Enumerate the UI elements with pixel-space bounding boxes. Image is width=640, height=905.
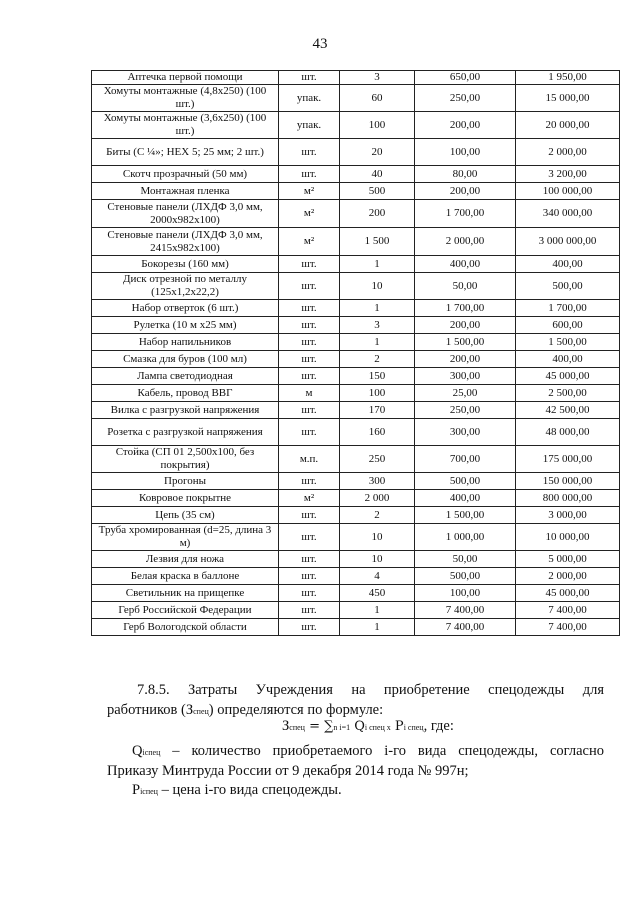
definition-q-line-2: Приказу Минтруда России от 9 декабря 2014 года № 997н;	[107, 763, 469, 779]
formula-end: , где:	[423, 718, 454, 734]
cell-quantity: 100	[340, 385, 415, 402]
table-row	[92, 351, 620, 368]
formula-limits: n i=1	[333, 723, 351, 732]
cell-unit: шт.	[279, 139, 340, 166]
cell-quantity: 10	[340, 551, 415, 568]
cell-unit: м²	[279, 200, 340, 228]
cell-price: 50,00	[415, 273, 516, 300]
p-symbol-sub: iспец	[140, 787, 158, 796]
cell-quantity: 20	[340, 139, 415, 166]
cell-total: 5 000,00	[516, 551, 620, 568]
table-row	[92, 166, 620, 183]
cell-quantity: 200	[340, 200, 415, 228]
cell-unit: шт.	[279, 507, 340, 524]
table-row	[92, 385, 620, 402]
cell-price: 1 000,00	[415, 524, 516, 551]
cell-price: 650,00	[415, 71, 516, 85]
cell-item-name: Рулетка (10 м х25 мм)	[92, 317, 279, 334]
cell-item-name: Набор напильников	[92, 334, 279, 351]
cell-total: 7 400,00	[516, 602, 620, 619]
cell-price: 700,00	[415, 446, 516, 473]
table-row	[92, 619, 620, 636]
cell-unit: шт.	[279, 551, 340, 568]
cell-price: 7 400,00	[415, 602, 516, 619]
cell-total: 500,00	[516, 273, 620, 300]
cell-price: 7 400,00	[415, 619, 516, 636]
cell-quantity: 3	[340, 317, 415, 334]
table-row	[92, 300, 620, 317]
cell-price: 1 700,00	[415, 200, 516, 228]
cell-quantity: 1	[340, 300, 415, 317]
formula-lhs-sub: спец	[289, 723, 305, 732]
cell-unit: шт.	[279, 273, 340, 300]
table-row	[92, 183, 620, 200]
cell-price: 200,00	[415, 317, 516, 334]
p-symbol: P	[132, 782, 141, 798]
cell-item-name: Вилка с разгрузкой напряжения	[92, 402, 279, 419]
table-row	[92, 85, 620, 112]
definition-q-line-1	[132, 741, 604, 763]
cell-price: 50,00	[415, 551, 516, 568]
cell-quantity: 1 500	[340, 228, 415, 256]
cell-total: 2 500,00	[516, 385, 620, 402]
cell-item-name: Лезвия для ножа	[92, 551, 279, 568]
formula	[282, 718, 454, 735]
cell-price: 200,00	[415, 112, 516, 139]
formula-lhs: З	[282, 718, 290, 734]
table-row	[92, 602, 620, 619]
cell-quantity: 150	[340, 368, 415, 385]
cell-total: 3 200,00	[516, 166, 620, 183]
cell-total: 2 000,00	[516, 568, 620, 585]
cell-item-name: Кабель, провод ВВГ	[92, 385, 279, 402]
cell-unit: шт.	[279, 351, 340, 368]
table-row	[92, 273, 620, 300]
cell-item-name: Белая краска в баллоне	[92, 568, 279, 585]
cell-unit: м²	[279, 228, 340, 256]
table-row	[92, 446, 620, 473]
cell-total: 3 000,00	[516, 507, 620, 524]
cell-price: 200,00	[415, 183, 516, 200]
cell-total: 400,00	[516, 256, 620, 273]
table-row	[92, 71, 620, 85]
cell-quantity: 4	[340, 568, 415, 585]
cell-total: 100 000,00	[516, 183, 620, 200]
paragraph-7-8-5	[107, 680, 604, 722]
cell-item-name: Биты (С ¼»; HEX 5; 25 мм; 2 шт.)	[92, 139, 279, 166]
table-row	[92, 317, 620, 334]
table-row	[92, 568, 620, 585]
cell-unit: шт.	[279, 524, 340, 551]
cell-item-name: Труба хромированная (d=25, длина 3 м)	[92, 524, 279, 551]
cell-total: 45 000,00	[516, 368, 620, 385]
table-row	[92, 334, 620, 351]
table-row	[92, 473, 620, 490]
cell-total: 42 500,00	[516, 402, 620, 419]
cell-item-name: Стойка (СП 01 2,500х100, без покрытия)	[92, 446, 279, 473]
cell-unit: шт.	[279, 317, 340, 334]
cell-unit: м²	[279, 490, 340, 507]
cell-unit: м²	[279, 183, 340, 200]
cell-item-name: Бокорезы (160 мм)	[92, 256, 279, 273]
cell-unit: упак.	[279, 85, 340, 112]
table-row	[92, 368, 620, 385]
cell-price: 1 500,00	[415, 334, 516, 351]
cell-total: 1 700,00	[516, 300, 620, 317]
cell-quantity: 2 000	[340, 490, 415, 507]
cell-total: 10 000,00	[516, 524, 620, 551]
cell-unit: шт.	[279, 602, 340, 619]
formula-p-sub: i спец	[403, 723, 424, 732]
p-definition-text: – цена i-го вида спецодежды.	[157, 782, 342, 798]
cell-item-name: Лампа светодиодная	[92, 368, 279, 385]
cell-item-name: Хомуты монтажные (4,8х250) (100 шт.)	[92, 85, 279, 112]
table-row	[92, 256, 620, 273]
paragraph-7-8-5-line-1: 7.8.5. Затраты Учреждения на приобретение спецодежды для	[137, 682, 604, 698]
cell-item-name: Скотч прозрачный (50 мм)	[92, 166, 279, 183]
cell-total: 48 000,00	[516, 419, 620, 446]
table-row	[92, 490, 620, 507]
cell-price: 80,00	[415, 166, 516, 183]
formula-q: Q	[350, 719, 365, 734]
cell-quantity: 10	[340, 273, 415, 300]
table-row	[92, 112, 620, 139]
cell-total: 1 950,00	[516, 71, 620, 85]
cell-unit: шт.	[279, 619, 340, 636]
definition-p	[132, 780, 604, 802]
cell-quantity: 3	[340, 71, 415, 85]
cell-quantity: 2	[340, 507, 415, 524]
table-row	[92, 139, 620, 166]
cell-item-name: Прогоны	[92, 473, 279, 490]
cell-item-name: Ковровое покрытне	[92, 490, 279, 507]
table-row	[92, 419, 620, 446]
cell-total: 400,00	[516, 351, 620, 368]
cell-unit: шт.	[279, 334, 340, 351]
cell-quantity: 100	[340, 112, 415, 139]
table-row	[92, 507, 620, 524]
cell-quantity: 450	[340, 585, 415, 602]
cell-item-name: Герб Вологодской области	[92, 619, 279, 636]
table-row	[92, 585, 620, 602]
cell-unit: шт.	[279, 300, 340, 317]
cell-total: 1 500,00	[516, 334, 620, 351]
cell-price: 500,00	[415, 473, 516, 490]
cell-unit: шт.	[279, 256, 340, 273]
items-table-body	[92, 71, 620, 636]
cell-quantity: 2	[340, 351, 415, 368]
cell-quantity: 60	[340, 85, 415, 112]
table-row	[92, 200, 620, 228]
cell-unit: шт.	[279, 585, 340, 602]
cell-price: 100,00	[415, 139, 516, 166]
page-number: 43	[312, 36, 328, 52]
definition-q	[132, 741, 604, 763]
p1-subscript: спец	[193, 707, 209, 716]
cell-item-name: Розетка с разгрузкой напряжения	[92, 419, 279, 446]
cell-unit: шт.	[279, 402, 340, 419]
formula-p: P	[390, 719, 404, 734]
table-row	[92, 228, 620, 256]
cell-unit: шт.	[279, 419, 340, 446]
formula-q-sub: i спец х	[364, 723, 391, 732]
cell-price: 300,00	[415, 368, 516, 385]
cell-price: 1 700,00	[415, 300, 516, 317]
formula-sum: = ∑	[304, 719, 334, 734]
cell-total: 800 000,00	[516, 490, 620, 507]
cell-total: 150 000,00	[516, 473, 620, 490]
p1-text-a: работников (З	[107, 702, 194, 718]
cell-price: 500,00	[415, 568, 516, 585]
cell-quantity: 1	[340, 334, 415, 351]
cell-item-name: Диск отрезной по металлу (125х1,2х22,2)	[92, 273, 279, 300]
cell-quantity: 170	[340, 402, 415, 419]
cell-unit: шт.	[279, 71, 340, 85]
cell-total: 45 000,00	[516, 585, 620, 602]
cell-unit: шт.	[279, 473, 340, 490]
p1-text-b: ) определяются по формуле:	[208, 702, 384, 718]
cell-quantity: 40	[340, 166, 415, 183]
cell-unit: шт.	[279, 166, 340, 183]
cell-price: 250,00	[415, 402, 516, 419]
cell-unit: упак.	[279, 112, 340, 139]
cell-item-name: Хомуты монтажные (3,6х250) (100 шт.)	[92, 112, 279, 139]
cell-item-name: Монтажная пленка	[92, 183, 279, 200]
cell-total: 7 400,00	[516, 619, 620, 636]
cell-quantity: 10	[340, 524, 415, 551]
cell-price: 2 000,00	[415, 228, 516, 256]
table-row	[92, 551, 620, 568]
cell-price: 1 500,00	[415, 507, 516, 524]
cell-price: 25,00	[415, 385, 516, 402]
cell-total: 15 000,00	[516, 85, 620, 112]
cell-unit: шт.	[279, 368, 340, 385]
cell-item-name: Цепь (35 см)	[92, 507, 279, 524]
cell-item-name: Набор отверток (6 шт.)	[92, 300, 279, 317]
cell-total: 340 000,00	[516, 200, 620, 228]
cell-item-name: Стеновые панели (ЛХДФ 3,0 мм, 2000х982х100)	[92, 200, 279, 228]
cell-quantity: 300	[340, 473, 415, 490]
cell-item-name: Аптечка первой помощи	[92, 71, 279, 85]
cell-total: 3 000 000,00	[516, 228, 620, 256]
cell-price: 100,00	[415, 585, 516, 602]
cell-total: 600,00	[516, 317, 620, 334]
cell-quantity: 1	[340, 602, 415, 619]
q-symbol: Q	[132, 743, 143, 759]
items-table	[91, 70, 620, 636]
cell-unit: м	[279, 385, 340, 402]
cell-price: 200,00	[415, 351, 516, 368]
cell-total: 2 000,00	[516, 139, 620, 166]
cell-quantity: 500	[340, 183, 415, 200]
table-row	[92, 402, 620, 419]
cell-quantity: 1	[340, 256, 415, 273]
cell-price: 250,00	[415, 85, 516, 112]
table-row	[92, 524, 620, 551]
q-definition-text: – количество приобретаемого i-го вида спецодежды, согласно	[160, 743, 604, 759]
cell-unit: шт.	[279, 568, 340, 585]
cell-total: 175 000,00	[516, 446, 620, 473]
cell-price: 400,00	[415, 256, 516, 273]
cell-item-name: Светильник на прищепке	[92, 585, 279, 602]
cell-unit: м.п.	[279, 446, 340, 473]
cell-quantity: 1	[340, 619, 415, 636]
cell-item-name: Герб Российской Федерации	[92, 602, 279, 619]
cell-price: 400,00	[415, 490, 516, 507]
cell-quantity: 250	[340, 446, 415, 473]
cell-total: 20 000,00	[516, 112, 620, 139]
cell-quantity: 160	[340, 419, 415, 446]
q-symbol-sub: iспец	[142, 748, 161, 757]
cell-item-name: Смазка для буров (100 мл)	[92, 351, 279, 368]
cell-price: 300,00	[415, 419, 516, 446]
cell-item-name: Стеновые панели (ЛХДФ 3,0 мм, 2415х982х100)	[92, 228, 279, 256]
